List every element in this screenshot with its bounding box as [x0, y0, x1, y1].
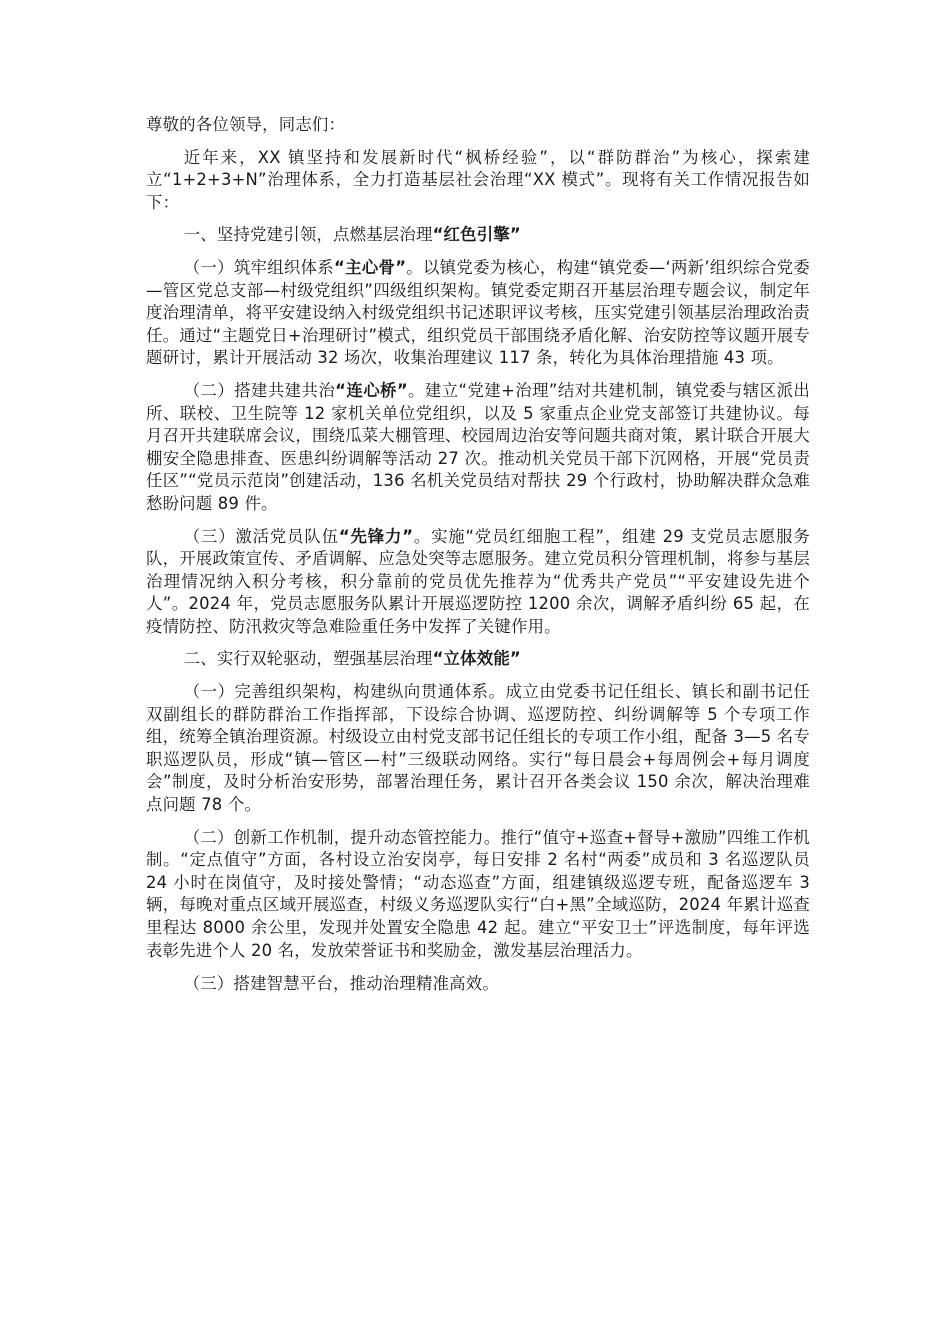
section1-item-2: [146, 380, 810, 516]
section2-item-3: （三）搭建智慧平台，推动治理精准高效。: [183, 974, 499, 994]
section1-item-1-title: （一）筑牢组织体系: [183, 257, 335, 277]
section1-item-3: [146, 526, 810, 639]
document-page: [146, 114, 810, 996]
section1-item-3-body: 。实施“党员红细胞工程”，组建 29 支党员志愿服务队，开展政策宣传、矛盾调解、应急处突等志愿服务。建立党员积分管理机制，将参与基层治理情况纳入积分考核，积分靠前的党员优先推荐为“优秀共产党员”“平安建设先进个人”。2024 年，党员志愿服务队累计开展巡逻防控 1200 余次，调解矛盾纠纷 65 起，在疫情防控、防汛救灾等急难险重任务中发挥了关键作用。: [146, 526, 810, 636]
section2-item-2: （二）创新工作机制，提升动态管控能力。推行“值守+巡查+督导+激励”四维工作机制。“定点值守”方面，各村设立治安岗亭，每日安排 2 名村“两委”成员和 3 名巡逻队员 24 小时在岗值守，及时接处警情；“动态巡查”方面，组建镇级巡逻专班，配备巡逻车 3 辆，每晚对重点区域开展巡查，村级义务巡逻队实行“白+黑”全域巡防，2024 年累计巡查里程达 8000 余公里，发现并处置安全隐患 42 起。建立“平安卫士”评选制度，每年评选表彰先进个人 20 名，发放荣誉证书和奖励金，激发基层治理活力。: [146, 827, 810, 960]
section2-heading-text: 二、实行双轮驱动，塑强基层治理: [183, 649, 433, 669]
section1-item-2-title: （二）搭建共建共治: [183, 380, 336, 400]
section1-item-3-title: （三）激活党员队伍: [183, 526, 339, 546]
section1-heading-emphasis: “红色引擎”: [432, 225, 521, 245]
section1-item-1-emphasis: “主心骨”: [334, 257, 407, 277]
section1-item-1: [146, 257, 810, 370]
section1-item-2-emphasis: “连心桥”: [335, 380, 408, 400]
section1-item-1-body: 。以镇党委为核心，构建“镇党委—‘两新’组织综合党委—管区党总支部—村级党组织”四级组织架构。镇党委定期召开基层治理专题会议，制定年度治理清单，将平安建设纳入村级党组织书记述职评议考核，压实党建引领基层治理政治责任。通过“主题党日+治理研讨”模式，组织党员干部围绕矛盾化解、治安防控等议题开展专题研讨，累计开展活动 32 场次，收集治理建议 117 条，转化为具体治理措施 43 项。: [146, 257, 810, 368]
section1-heading-text: 一、坚持党建引领，点燃基层治理: [183, 225, 433, 245]
intro-paragraph: 近年来，XX 镇坚持和发展新时代“枫桥经验”，以“群防群治”为核心，探索建立“1+2+3+N”治理体系，全力打造基层社会治理“XX 模式”。现将有关工作情况报告如下：: [146, 147, 810, 212]
section1-item-3-emphasis: “先锋力”: [338, 526, 414, 546]
section2-heading-emphasis: “立体效能”: [432, 649, 521, 669]
section1-heading: [146, 224, 810, 247]
section1-item-2-body: 。建立“党建+治理”结对共建机制，镇党委与辖区派出所、联校、卫生院等 12 家机关单位党组织，以及 5 家重点企业党支部签订共建协议。每月召开共建联席会议，围绕瓜菜大棚管理、校园周边治安等问题共商对策，累计联合开展大棚安全隐患排查、医患纠纷调解等活动 27 次。推动机关党员干部下沉网格，开展“党员责任区”“党员示范岗”创建活动，136 名机关党员结对帮扶 29 个行政村，协助解决群众急难愁盼问题 89 件。: [146, 380, 810, 513]
greeting: 尊敬的各位领导，同志们：: [146, 115, 346, 134]
section2-item-1: （一）完善组织架构，构建纵向贯通体系。成立由党委书记任组长、镇长和副书记任双副组长的群防群治工作指挥部，下设综合协调、巡逻防控、纠纷调解等 5 个专项工作组，统筹全镇治理资源。村级设立由村党支部书记任组长的专项工作小组，配备 3—5 名专职巡逻队员，形成“镇—管区—村”三级联动网络。实行“每日晨会+每周例会+每月调度会”制度，及时分析治安形势，部署治理任务，累计召开各类会议 150 余次，解决治理难点问题 78 个。: [146, 682, 810, 815]
section2-heading: [146, 648, 810, 671]
